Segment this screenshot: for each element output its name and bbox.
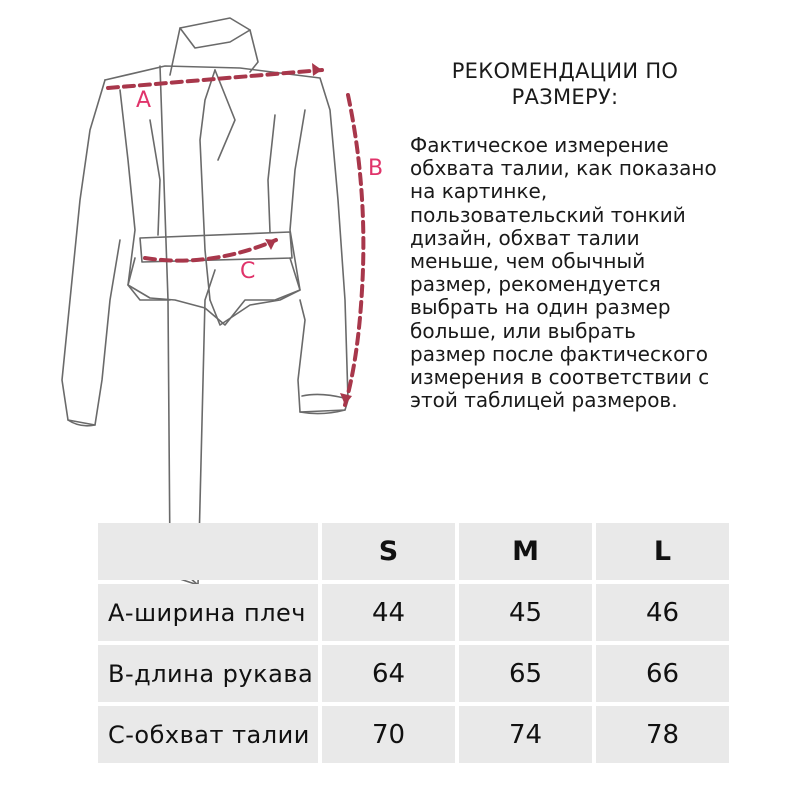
recommendation-title: РЕКОМЕНДАЦИИ ПО РАЗМЕРУ: xyxy=(451,59,679,109)
table-cell: 65 xyxy=(459,645,592,702)
shoulder-width-line xyxy=(108,70,322,88)
measurement-arrows xyxy=(265,63,352,405)
size-header-m: M xyxy=(459,523,592,580)
row-label-shoulder-width: А-ширина плеч xyxy=(98,584,318,641)
table-cell: 66 xyxy=(596,645,729,702)
size-table xyxy=(98,523,729,763)
table-cell: 78 xyxy=(596,706,729,763)
sleeve-length-line xyxy=(345,95,363,405)
arrow-head-a xyxy=(312,63,322,76)
label-a: A xyxy=(136,88,152,113)
table-cell: 70 xyxy=(322,706,455,763)
recommendation-text: Фактическое измерение обхвата талии, как показано на картинке, пользовательский тонкий дизайн, обхват талии меньше, чем обычный размер, рекомендуется выбрать на один размер больше, или выбрать размер после фактического измерения в соответствии с этой таблицей размеров. xyxy=(410,133,717,413)
table-cell: 64 xyxy=(322,645,455,702)
size-header-l: L xyxy=(596,523,729,580)
jacket-illustration xyxy=(0,0,420,600)
table-cell: 44 xyxy=(322,584,455,641)
table-cell: 46 xyxy=(596,584,729,641)
label-c: C xyxy=(240,259,256,284)
table-corner-cell xyxy=(98,523,318,580)
arrow-head-b xyxy=(340,393,352,405)
table-cell: 74 xyxy=(459,706,592,763)
row-label-sleeve-length: В-длина рукава xyxy=(98,645,318,702)
waist-line xyxy=(145,240,276,261)
table-cell: 45 xyxy=(459,584,592,641)
jacket-sketch xyxy=(62,18,348,585)
row-label-waist: С-обхват талии xyxy=(98,706,318,763)
label-b: B xyxy=(368,156,384,181)
size-header-s: S xyxy=(322,523,455,580)
